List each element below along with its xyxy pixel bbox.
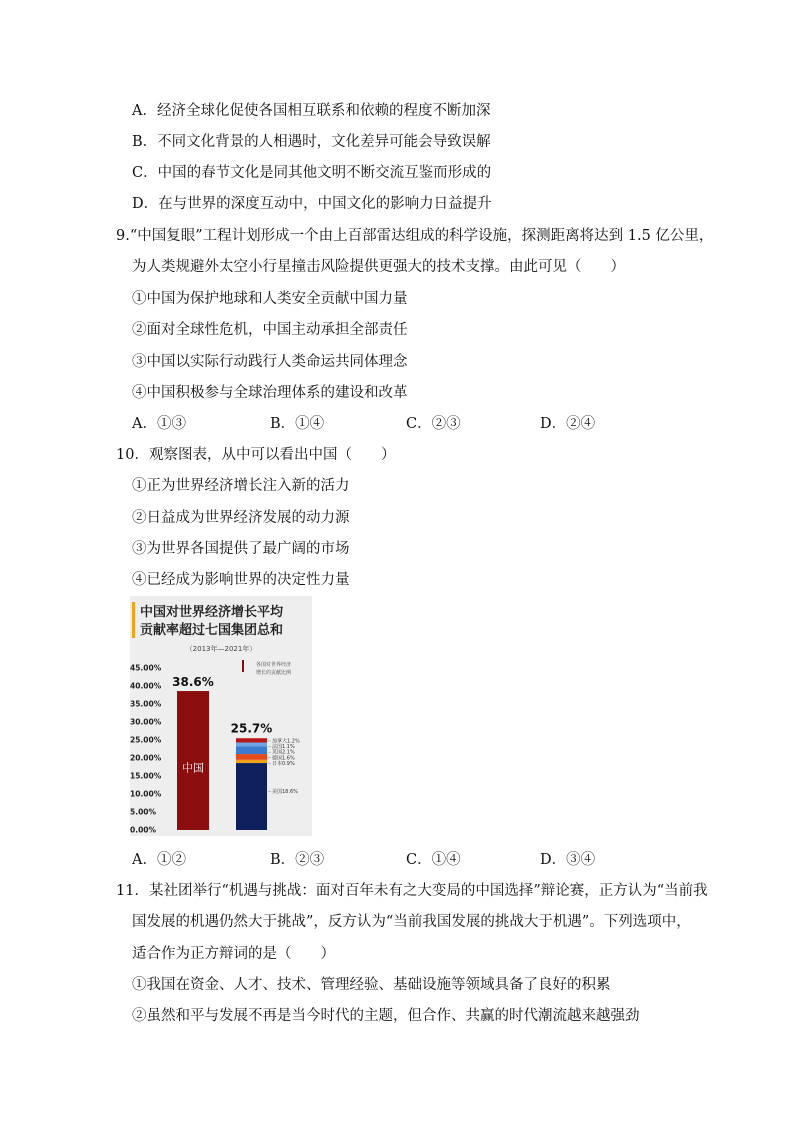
q9-stem-line2: 为人类规避外太空小行星撞击风险提供更强大的技术支撑。由此可见（ ） <box>132 259 625 275</box>
q9-answer-b[interactable]: B．①④ <box>270 416 325 432</box>
q9-answer-d[interactable]: D．②④ <box>540 416 596 432</box>
bar-g7-value-label: 25.7% <box>230 721 273 736</box>
bar-g7-segment <box>236 743 267 747</box>
y-tick-label: 0.00% <box>130 825 157 835</box>
q10-answer-a[interactable]: A．①② <box>132 852 186 868</box>
q11-stem-line3: 适合作为正方辩词的是（ ） <box>132 946 335 962</box>
y-tick-label: 5.00% <box>130 807 157 817</box>
q10-answer-d[interactable]: D．③④ <box>540 852 596 868</box>
q9-statement-3: ③中国以实际行动践行人类命运共同体理念 <box>132 354 408 370</box>
y-tick-label: 35.00% <box>130 699 162 709</box>
stack-label: 加拿大1.2% <box>272 738 300 745</box>
q10-statement-3: ③为世界各国提供了最广阔的市场 <box>132 541 350 557</box>
bar-g7-segment <box>236 754 267 760</box>
q9-statement-4: ④中国积极参与全球治理体系的建设和改革 <box>132 385 408 401</box>
q10-answer-b[interactable]: B．②③ <box>270 852 325 868</box>
y-tick-label: 25.00% <box>130 735 162 745</box>
bar-china <box>177 691 209 830</box>
bar-g7-segment <box>236 760 267 763</box>
bar-china-value-label: 38.6% <box>172 675 214 690</box>
legend-line1: 各国对世界经济 <box>256 662 292 668</box>
y-tick-label: 45.00% <box>130 663 162 673</box>
chart-title-line2: 贡献率超过七国集团总和 <box>140 623 284 638</box>
q9-answer-c[interactable]: C．②③ <box>406 416 461 432</box>
q10-stem: 10．观察图表，从中可以看出中国（ ） <box>116 447 396 463</box>
q8-option-d: D．在与世界的深度互动中，中国文化的影响力日益提升 <box>132 196 492 212</box>
stack-label: 德国1.6% <box>272 755 295 762</box>
y-tick-label: 10.00% <box>130 789 162 799</box>
q9-statement-1: ①中国为保护地球和人类安全贡献中国力量 <box>132 291 408 307</box>
q11-stem-line1: 11．某社团举行“机遇与挑战：面对百年未有之大变局的中国选择”辩论赛，正方认为“当前我 <box>116 883 708 899</box>
q10-answer-c[interactable]: C．①④ <box>406 852 461 868</box>
q11-statement-1: ①我国在资金、人才、技术、管理经验、基础设施等领域具备了良好的积累 <box>132 977 611 993</box>
q11-statement-2: ②虽然和平与发展不再是当今时代的主题，但合作、共赢的时代潮流越来越强劲 <box>132 1008 640 1024</box>
q11-stem-line2: 国发展的机遇仍然大于挑战”，反方认为“当前我国发展的挑战大于机遇”。下列选项中， <box>132 914 691 930</box>
bar-g7-segment <box>236 738 267 742</box>
q8-option-a: A．经济全球化促使各国相互联系和依赖的程度不断加深 <box>132 103 491 119</box>
q8-option-c: C．中国的春节文化是同其他文明不断交流互鉴而形成的 <box>132 165 492 181</box>
stack-label: 日本0.9% <box>272 760 295 767</box>
q9-statement-2: ②面对全球性危机，中国主动承担全部责任 <box>132 322 408 338</box>
y-tick-label: 30.00% <box>130 717 162 727</box>
q8-option-b: B．不同文化背景的人相遇时，文化差异可能会导致误解 <box>132 134 491 150</box>
contribution-chart <box>130 596 312 836</box>
q10-statement-2: ②日益成为世界经济发展的动力源 <box>132 510 350 526</box>
chart-title-line1: 中国对世界经济增长平均 <box>140 605 284 620</box>
title-accent-bar <box>132 602 135 638</box>
bar-china-category-label: 中国 <box>182 761 204 775</box>
y-tick-label: 15.00% <box>130 771 162 781</box>
stack-label: 英国2.1% <box>272 749 295 756</box>
legend-swatch <box>242 660 244 672</box>
q9-stem-line1: 9.“中国复眼”工程计划形成一个由上百部雷达组成的科学设施，探测距离将达到 1.5 亿公里， <box>116 228 714 244</box>
y-tick-label: 20.00% <box>130 753 162 763</box>
y-tick-label: 40.00% <box>130 681 162 691</box>
q10-statement-1: ①正为世界经济增长注入新的活力 <box>132 478 350 494</box>
chart-subtitle: （2013年—2021年） <box>185 645 257 653</box>
legend-line2: 增长的贡献比例 <box>256 670 292 676</box>
q10-statement-4: ④已经成为影响世界的决定性力量 <box>132 572 350 588</box>
stack-label-us: 美国18.6% <box>272 789 298 796</box>
stack-label: 法国1.1% <box>272 744 295 751</box>
bar-g7-segment <box>236 746 267 754</box>
bar-g7-segment <box>236 763 267 830</box>
q9-answer-a[interactable]: A．①③ <box>132 416 186 432</box>
